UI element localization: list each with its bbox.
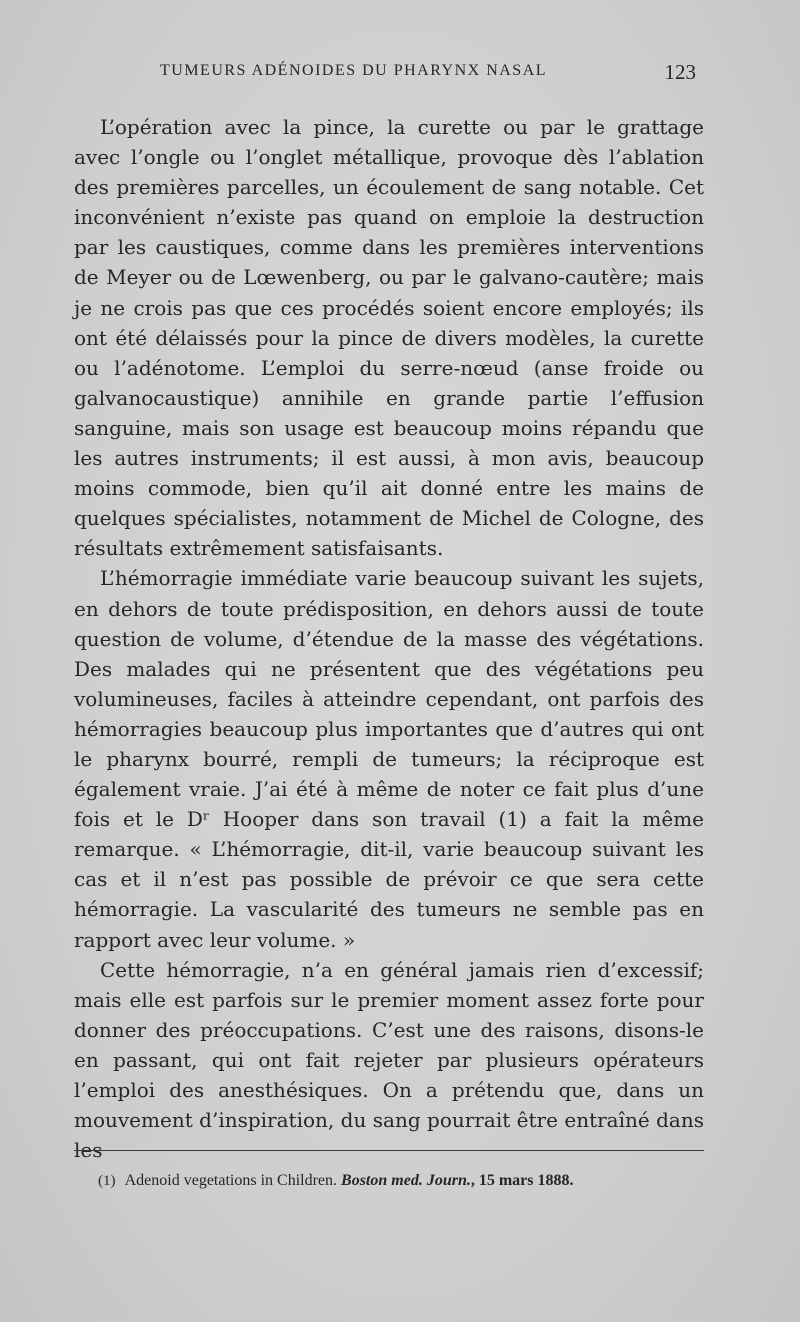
page-header [160,62,720,92]
paragraph-operation-bleeding: L’opération avec la pince, la curette ou par le grattage avec l’ongle ou l’onglet métallique, provoque dès l’ablation des premières parcelles, un écoulement de sang notable. Cet inconvénient n’existe pas quand on emploie la destruction par les caustiques, comme dans les premières interventions de Meyer ou de Lœwenberg, ou par le galvano-cautère; mais je ne crois pas que ces procédés soient encore employés; ils ont été délaissés pour la pince de divers modèles, la curette ou l’adénotome. L’emploi du serre-nœud (anse froide ou galvanocaustique) annihile en grande partie l’effusion sanguine, mais son usage est beaucoup moins répandu que les autres instruments; il est aussi, à mon avis, beaucoup moins commode, bien qu’il ait donné entre les mains de quelques spécialistes, notamment de Michel de Cologne, des résultats extrêmement satisfaisants. [74,115,704,561]
footnote-divider [74,1150,704,1151]
paragraph-immediate-hemorrhage: L’hémorragie immédiate varie beaucoup suivant les sujets, en dehors de toute prédisposition, en dehors aussi de toute question de volume, d’étendue de la masse des végétations. Des malades qui ne présentent que des végétations peu volumineuses, faciles à atteindre cependant, ont parfois des hémorragies beaucoup plus importantes que d’autres qui ont le pharynx bourré, rempli de tumeurs; la réciproque est également vraie. J’ai été à même de noter ce fait plus d’une fois et le Dʳ Hooper dans son travail (1) a fait la même remarque. « L’hémorragie, dit-il, varie beaucoup suivant les cas et il n’est pas possible de prévoir ce que sera cette hémorragie. La vascularité des tumeurs ne semble pas en rapport avec leur volume. » [74,566,704,952]
running-title: TUMEURS ADÉNOIDES DU PHARYNX NASAL [160,62,548,79]
footnote-date: , 15 mars 1888. [470,1172,574,1189]
footnote [98,1170,718,1192]
footnote-marker: (1) [98,1173,116,1189]
paragraph-hemorrhage-excess: Cette hémorragie, n’a en général jamais rien d’excessif; mais elle est parfois sur le premier moment assez forte pour donner des préoccupations. C’est une des raisons, disons-le en passant, qui ont fait rejeter par plusieurs opérateurs l’emploi des anesthésiques. On a prétendu que, dans un mouvement d’inspiration, du sang pourrait être entraîné dans les [74,957,704,1163]
page-number: 123 [664,60,696,84]
footnote-journal: Boston med. Journ. [341,1172,471,1189]
body-text [74,112,704,1165]
footnote-text: Adenoid vegetations in Children. [124,1172,338,1189]
